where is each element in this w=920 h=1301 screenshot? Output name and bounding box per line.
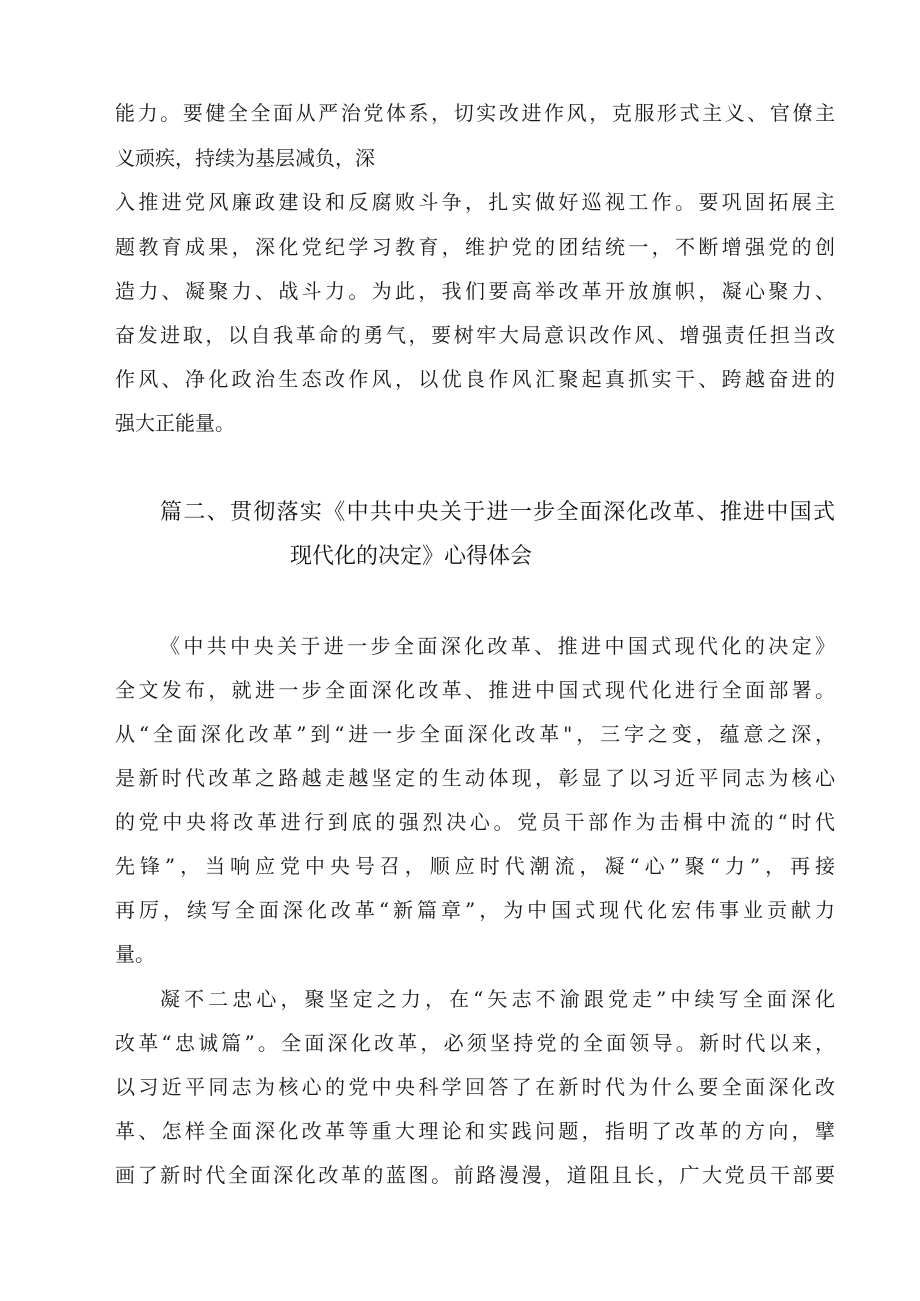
- text-line: 凝不二忠心，聚坚定之力，在“矢志不渝跟党走”中续写全面深化: [160, 987, 835, 1011]
- text-line: 义顽疾，持续为基层减负，深: [115, 146, 375, 170]
- text-line: 画了新时代全面深化改革的蓝图。前路漫漫，道阻且长，广大党员干部要: [115, 1163, 835, 1187]
- text-line: 从“全面深化改革”到“进一步全面深化改革"，三字之变，蕴意之深，: [115, 722, 835, 746]
- text-line: 的党中央将改革进行到底的强烈决心。党员干部作为击楫中流的“时代: [115, 810, 835, 834]
- text-line: 以习近平同志为核心的党中央科学回答了在新时代为什么要全面深化改: [115, 1075, 835, 1099]
- text-line: 强大正能量。: [115, 411, 235, 435]
- text-line: 再厉，续写全面深化改革“新篇章”，为中国式现代化宏伟事业贡献力: [115, 898, 835, 922]
- text-line: 作风、净化政治生态改作风，以优良作风汇聚起真抓实干、跨越奋进的: [115, 367, 835, 391]
- section-title-line-1: 篇二、贯彻落实《中共中央关于进一步全面深化改革、推进中国式: [160, 500, 835, 525]
- text-line: 先锋”，当响应党中央号召，顺应时代潮流，凝“心”聚“力”，再接: [115, 854, 835, 878]
- text-line: 是新时代改革之路越走越坚定的生动体现，彰显了以习近平同志为核心: [115, 766, 835, 790]
- text-line: 能力。要健全全面从严治党体系，切实改进作风，克服形式主义、官僚主: [115, 101, 835, 125]
- text-line: 入推进党风廉政建设和反腐败斗争，扎实做好巡视工作。要巩固拓展主: [115, 190, 835, 214]
- text-line: 《中共中央关于进一步全面深化改革、推进中国式现代化的决定》: [160, 634, 835, 658]
- text-line: 题教育成果，深化党纪学习教育，维护党的团结统一，不断增强党的创: [115, 235, 835, 259]
- text-line: 改革“忠诚篇”。全面深化改革，必须坚持党的全面领导。新时代以来，: [115, 1031, 835, 1055]
- text-line: 奋发进取，以自我革命的勇气，要树牢大局意识改作风、增强责任担当改: [115, 323, 835, 347]
- text-line: 造力、凝聚力、战斗力。为此，我们要高举改革开放旗帜，凝心聚力、: [115, 279, 835, 303]
- section-title-line-2: 现代化的决定》心得体会: [290, 544, 533, 569]
- text-line: 革、怎样全面深化改革等重大理论和实践问题，指明了改革的方向，擘: [115, 1119, 835, 1143]
- text-line: 量。: [115, 942, 155, 966]
- text-line: 全文发布，就进一步全面深化改革、推进中国式现代化进行全面部署。: [115, 678, 835, 702]
